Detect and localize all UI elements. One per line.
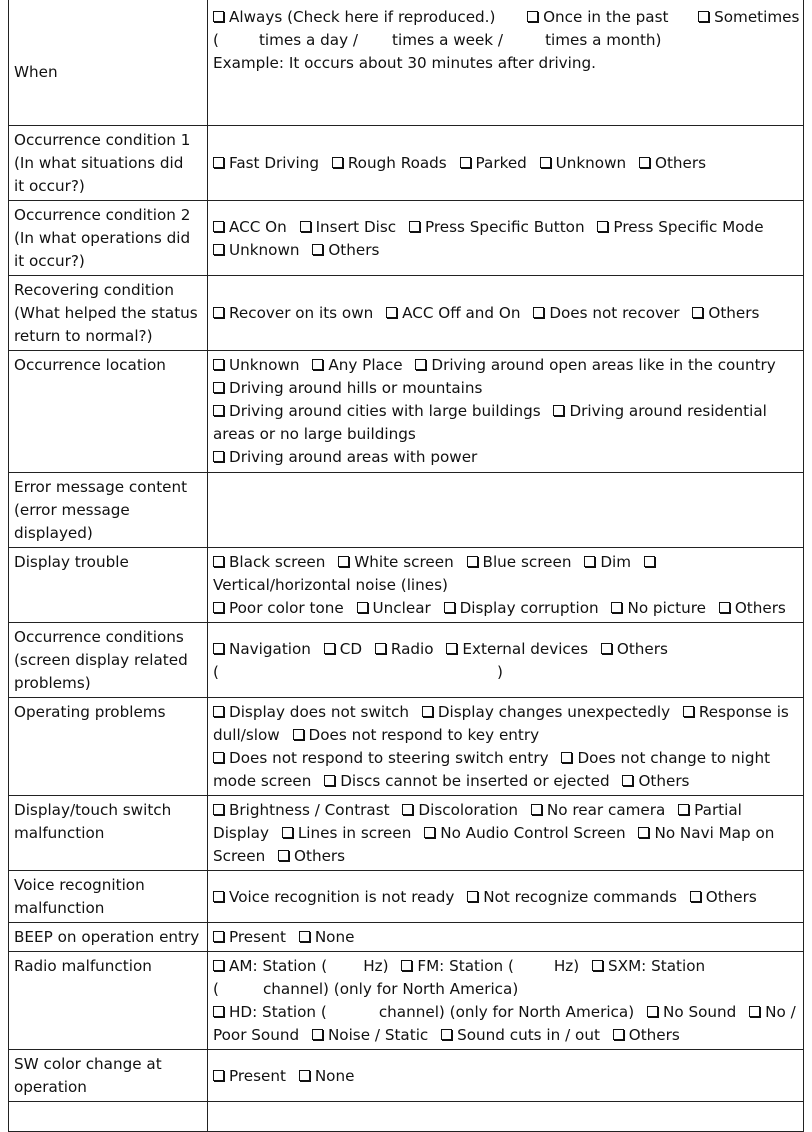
row-label: BEEP on operation entry	[9, 923, 208, 952]
checkbox-icon[interactable]	[444, 602, 455, 613]
options-cell	[208, 1102, 804, 1132]
when-label: When	[14, 63, 58, 81]
times-line: ( times a day / times a week / times a month)	[213, 31, 662, 49]
checkbox-icon[interactable]	[213, 157, 224, 168]
checkbox-cities-large-buildings[interactable]: Driving around cities with large buildings	[213, 402, 541, 420]
checkbox-icon[interactable]	[553, 405, 564, 416]
checkbox-hills-mountains[interactable]: Driving around hills or mountains	[213, 379, 482, 397]
checkbox-icon[interactable]	[213, 960, 224, 971]
options-cell	[208, 698, 804, 796]
checkbox-icon[interactable]	[312, 1029, 323, 1040]
checkbox-icon[interactable]	[282, 827, 293, 838]
row-label: Operating problems	[9, 698, 208, 796]
checkbox-fm-station[interactable]: FM: Station ( Hz)	[401, 957, 579, 975]
checkbox-icon[interactable]	[213, 556, 224, 567]
error-message-entry-cell[interactable]	[208, 473, 804, 548]
checkbox-icon[interactable]	[467, 556, 478, 567]
checkbox-icon[interactable]	[213, 359, 224, 370]
checkbox-icon[interactable]	[213, 451, 224, 462]
options-cell: AM: Station ( Hz) FM: Station ( Hz) SXM: Station ( channel) (only for North America) HD: Station ( channel) (only for North America) No Sound No / Poor Sound Noise / Static Sound cuts in / out Others	[208, 952, 804, 1050]
display-trouble-row	[9, 548, 804, 623]
checkbox-icon[interactable]	[213, 221, 224, 232]
checkbox-icon[interactable]	[213, 1070, 224, 1081]
checkbox-any-place[interactable]: Any Place	[312, 356, 402, 374]
checkbox-others[interactable]: Others	[719, 599, 786, 617]
times-a-month: times a month)	[545, 31, 662, 49]
checkbox-icon[interactable]	[213, 11, 224, 22]
row-label: Occurrence location	[9, 351, 208, 473]
touch-switch-malfunction-row	[9, 796, 804, 871]
checkbox-brightness-contrast[interactable]: Brightness / Contrast	[213, 801, 390, 819]
options-cell	[208, 923, 804, 952]
beep-row	[9, 923, 804, 952]
checkbox-icon[interactable]	[375, 643, 386, 654]
checkbox-press-specific-button[interactable]: Press Specific Button	[409, 218, 585, 236]
operating-problems-row	[9, 698, 804, 796]
checkbox-icon[interactable]	[460, 157, 471, 168]
checkbox-icon[interactable]	[278, 850, 289, 861]
checkbox-others[interactable]: Others	[622, 772, 689, 790]
occurrence-condition-2-row	[9, 201, 804, 276]
checkbox-sxm-station[interactable]: SXM: Station	[592, 957, 705, 975]
checkbox-icon[interactable]	[213, 602, 224, 613]
checkbox-icon[interactable]	[300, 221, 311, 232]
checkbox-recover-on-its-own[interactable]: Recover on its own	[213, 304, 373, 322]
row-label: Voice recognition malfunction	[9, 871, 208, 923]
checkbox-no-steering-switch-response[interactable]: Does not respond to steering switch entry	[213, 749, 549, 767]
times-a-week: times a week /	[392, 31, 504, 49]
checkbox-residential-areas[interactable]: Driving around residential areas or no large buildings	[213, 402, 767, 443]
checkbox-icon[interactable]	[293, 729, 304, 740]
checkbox-rough-roads[interactable]: Rough Roads	[332, 154, 447, 172]
checkbox-radio[interactable]: Radio	[375, 640, 434, 658]
row-label: Occurrence condition 1 (In what situations did it occur?)	[9, 126, 208, 201]
checkbox-icon[interactable]	[213, 931, 224, 942]
checkbox-icon[interactable]	[422, 706, 433, 717]
checkbox-icon[interactable]	[409, 221, 420, 232]
error-message-row	[9, 473, 804, 548]
checkbox-icon[interactable]	[312, 244, 323, 255]
checkbox-icon[interactable]	[213, 1006, 224, 1017]
row-label: Radio malfunction	[9, 952, 208, 1050]
checkbox-no-key-entry-response[interactable]: Does not respond to key entry	[293, 726, 540, 744]
checkbox-others[interactable]: Others	[312, 241, 379, 259]
row-label: Error message content (error message displayed)	[9, 473, 208, 548]
next-row-partial	[9, 1102, 804, 1132]
checkbox-no-night-mode[interactable]: Does not change to night mode screen	[213, 749, 771, 790]
checkbox-no-picture[interactable]: No picture	[611, 599, 706, 617]
options-cell	[208, 623, 804, 698]
checkbox-icon[interactable]	[324, 643, 335, 654]
checkbox-icon[interactable]	[441, 1029, 452, 1040]
checkbox-icon[interactable]	[639, 157, 650, 168]
checkbox-press-specific-mode[interactable]: Press Specific Mode	[597, 218, 763, 236]
checkbox-display-does-not-switch[interactable]: Display does not switch	[213, 703, 409, 721]
checkbox-icon[interactable]	[402, 804, 413, 815]
checkbox-icon[interactable]	[749, 1006, 760, 1017]
checkbox-open-areas[interactable]: Driving around open areas like in the country	[415, 356, 775, 374]
checkbox-lines-in-screen[interactable]: Lines in screen	[282, 824, 412, 842]
checkbox-none[interactable]: None	[299, 1067, 355, 1085]
checkbox-icon[interactable]	[719, 602, 730, 613]
checkbox-icon[interactable]	[213, 891, 224, 902]
checkbox-no-sound[interactable]: No Sound	[647, 1003, 736, 1021]
checkbox-icon[interactable]	[299, 931, 310, 942]
checkbox-icon[interactable]	[601, 643, 612, 654]
checkbox-others[interactable]: Others	[278, 847, 345, 865]
checkbox-icon[interactable]	[213, 706, 224, 717]
options-cell	[208, 548, 804, 623]
checkbox-voice-not-ready[interactable]: Voice recognition is not ready	[213, 888, 454, 906]
checkbox-icon[interactable]	[531, 804, 542, 815]
checkbox-others[interactable]: Others	[692, 304, 759, 322]
checkbox-icon[interactable]	[692, 307, 703, 318]
checkbox-others[interactable]: Others	[601, 640, 668, 658]
checkbox-not-recognize-commands[interactable]: Not recognize commands	[467, 888, 677, 906]
checkbox-unknown[interactable]: Unknown	[540, 154, 627, 172]
checkbox-display-changes-unexpectedly[interactable]: Display changes unexpectedly	[422, 703, 670, 721]
row-label	[9, 1102, 208, 1132]
checkbox-present[interactable]: Present	[213, 928, 286, 946]
row-label: Occurrence conditions (screen display related problems)	[9, 623, 208, 698]
checkbox-icon[interactable]	[613, 1029, 624, 1040]
checkbox-icon[interactable]	[213, 752, 224, 763]
checkbox-always[interactable]: Always (Check here if reproduced.)	[213, 8, 495, 26]
checkbox-icon[interactable]	[561, 752, 572, 763]
checkbox-icon[interactable]	[611, 602, 622, 613]
options-cell	[208, 871, 804, 923]
checkbox-fast-driving[interactable]: Fast Driving	[213, 154, 319, 172]
when-row	[9, 0, 804, 126]
checkbox-icon[interactable]	[533, 307, 544, 318]
radio-malfunction-row	[9, 952, 804, 1050]
checkbox-icon[interactable]	[213, 804, 224, 815]
checkbox-others[interactable]: Others	[613, 1026, 680, 1044]
checkbox-icon[interactable]	[683, 706, 694, 717]
checkbox-poor-color-tone[interactable]: Poor color tone	[213, 599, 344, 617]
checkbox-unknown[interactable]: Unknown	[213, 241, 300, 259]
checkbox-icon[interactable]	[622, 775, 633, 786]
checkbox-white-screen[interactable]: White screen	[338, 553, 453, 571]
checkbox-no-rear-camera[interactable]: No rear camera	[531, 801, 665, 819]
checkbox-icon[interactable]	[690, 891, 701, 902]
checkbox-icon[interactable]	[357, 602, 368, 613]
checkbox-icon[interactable]	[597, 221, 608, 232]
checkbox-icon[interactable]	[401, 960, 412, 971]
checkbox-noise-static[interactable]: Noise / Static	[312, 1026, 428, 1044]
checkbox-discs-insert-eject[interactable]: Discs cannot be inserted or ejected	[324, 772, 609, 790]
checkbox-icon[interactable]	[527, 11, 538, 22]
checkbox-icon[interactable]	[467, 891, 478, 902]
checkbox-icon[interactable]	[638, 827, 649, 838]
checkbox-icon[interactable]	[213, 307, 224, 318]
checkbox-icon[interactable]	[698, 11, 709, 22]
checkbox-hd-station[interactable]: HD: Station ( channel) (only for North America)	[213, 1003, 634, 1021]
options-cell	[208, 201, 804, 276]
checkbox-noise-lines-icon[interactable]	[644, 553, 660, 571]
checkbox-icon[interactable]	[415, 359, 426, 370]
checkbox-no-navi-map[interactable]: No Navi Map on Screen	[213, 824, 775, 865]
others-detail-field[interactable]: ( )	[213, 662, 503, 681]
options-cell	[208, 276, 804, 351]
checkbox-dim[interactable]: Dim	[584, 553, 631, 571]
checkbox-icon[interactable]	[213, 382, 224, 393]
checkbox-no-audio-control-screen[interactable]: No Audio Control Screen	[424, 824, 625, 842]
sw-color-change-row	[9, 1050, 804, 1102]
row-label: Occurrence condition 2 (In what operations did it occur?)	[9, 201, 208, 276]
checkbox-others[interactable]: Others	[690, 888, 757, 906]
checkbox-icon[interactable]	[424, 827, 435, 838]
checkbox-cd[interactable]: CD	[324, 640, 362, 658]
checkbox-icon[interactable]	[324, 775, 335, 786]
frequency-options-line	[213, 6, 798, 29]
checkbox-present[interactable]: Present	[213, 1067, 286, 1085]
times-a-day: times a day /	[258, 31, 359, 49]
options-cell	[208, 796, 804, 871]
when-example: Example: It occurs about 30 minutes after driving.	[213, 54, 596, 72]
checkbox-icon[interactable]	[312, 359, 323, 370]
checkbox-icon[interactable]	[678, 804, 689, 815]
checkbox-navigation[interactable]: Navigation	[213, 640, 311, 658]
checkbox-icon[interactable]	[446, 643, 457, 654]
checkbox-external-devices[interactable]: External devices	[446, 640, 588, 658]
checkbox-am-station[interactable]: AM: Station ( Hz)	[213, 957, 389, 975]
checkbox-sometimes[interactable]: Sometimes	[698, 8, 799, 26]
checkbox-display-corruption[interactable]: Display corruption	[444, 599, 599, 617]
checkbox-once-in-past[interactable]: Once in the past	[527, 8, 668, 26]
symptom-checklist-table	[8, 0, 804, 1132]
checkbox-icon[interactable]	[647, 1006, 658, 1017]
checkbox-others[interactable]: Others	[639, 154, 706, 172]
options-cell	[208, 351, 804, 473]
checkbox-icon[interactable]	[299, 1070, 310, 1081]
recovering-condition-row	[9, 276, 804, 351]
when-label-cell	[9, 0, 208, 126]
checkbox-does-not-recover[interactable]: Does not recover	[533, 304, 679, 322]
occurrence-location-row	[9, 351, 804, 473]
checkbox-areas-with-power[interactable]: Driving around areas with power	[213, 448, 477, 466]
checkbox-blue-screen[interactable]: Blue screen	[467, 553, 572, 571]
checkbox-icon[interactable]	[213, 643, 224, 654]
checkbox-icon[interactable]	[592, 960, 603, 971]
checkbox-poor-sound[interactable]: No / Poor Sound	[213, 1003, 796, 1044]
checkbox-none[interactable]: None	[299, 928, 355, 946]
row-label: Display/touch switch malfunction	[9, 796, 208, 871]
occurrence-condition-1-row	[9, 126, 804, 201]
screen-occurrence-conditions-row	[9, 623, 804, 698]
checkbox-partial-display[interactable]: Partial Display	[213, 801, 742, 842]
checkbox-noise-lines-label: Vertical/horizontal noise (lines)	[213, 576, 448, 594]
checkbox-icon[interactable]	[584, 556, 595, 567]
checkbox-black-screen[interactable]: Black screen	[213, 553, 325, 571]
checkbox-unclear[interactable]: Unclear	[357, 599, 431, 617]
checkbox-unknown[interactable]: Unknown	[213, 356, 300, 374]
checkbox-icon[interactable]	[332, 157, 343, 168]
checkbox-icon[interactable]	[338, 556, 349, 567]
options-cell	[208, 126, 804, 201]
checkbox-insert-disc[interactable]: Insert Disc	[300, 218, 397, 236]
voice-recognition-row	[9, 871, 804, 923]
options-cell	[208, 1050, 804, 1102]
row-label: SW color change at operation	[9, 1050, 208, 1102]
checkbox-icon[interactable]	[213, 244, 224, 255]
checkbox-acc-on[interactable]: ACC On	[213, 218, 287, 236]
row-label: Display trouble	[9, 548, 208, 623]
when-options-cell	[208, 0, 804, 126]
checkbox-sound-cuts[interactable]: Sound cuts in / out	[441, 1026, 600, 1044]
checkbox-response-dull-slow[interactable]: Response is dull/slow	[213, 703, 789, 744]
checkbox-acc-off-and-on[interactable]: ACC Off and On	[386, 304, 520, 322]
checkbox-icon[interactable]	[386, 307, 397, 318]
checkbox-parked[interactable]: Parked	[460, 154, 527, 172]
row-label: Recovering condition (What helped the status return to normal?)	[9, 276, 208, 351]
checkbox-icon[interactable]	[213, 405, 224, 416]
checkbox-icon[interactable]	[644, 556, 655, 567]
checkbox-discoloration[interactable]: Discoloration	[402, 801, 518, 819]
checkbox-icon[interactable]	[540, 157, 551, 168]
